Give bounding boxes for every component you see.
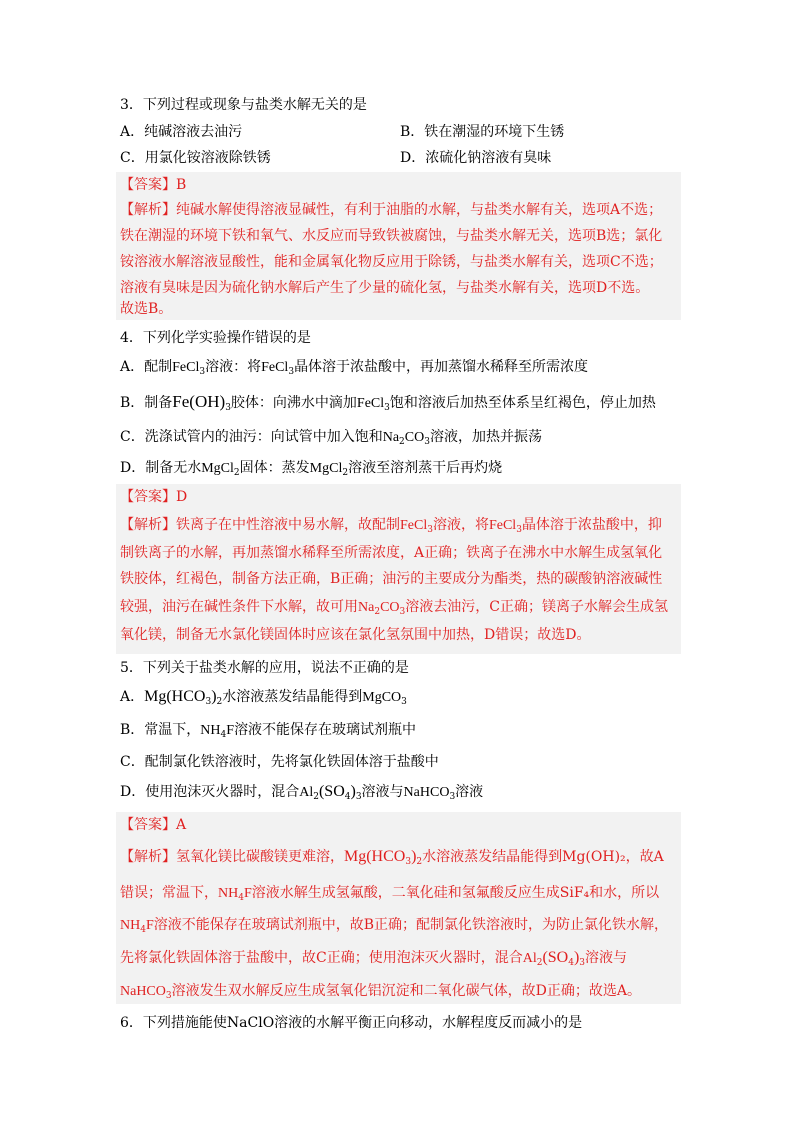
- q3-option-a: A．纯碱溶液去油污: [120, 124, 243, 140]
- question-3-stem: 3．下列过程或现象与盐类水解无关的是: [120, 97, 367, 113]
- q5-explain-line: 【解析】氢氧化镁比碳酸镁更难溶，$Mg(HCO_3)_2$水溶液蒸发结晶能得到Mg(OH)₂，故A: [120, 848, 664, 867]
- q3-explain-line: 铵溶液水解溶液显酸性，能和金属氧化物反应用于除锈，与盐类水解有关，选项C不选；: [120, 254, 663, 270]
- q5-answer-box: [116, 812, 681, 1004]
- q3-option-d: D．浓硫化钠溶液有臭味: [400, 150, 552, 166]
- q5-explain-line: 先将氯化铁固体溶于盐酸中，故C正确；使用泡沫灭火器时，混合$Al_2(SO_4)_3$溶液与: [120, 949, 628, 968]
- q3-explain-line: 故选B。: [120, 301, 173, 317]
- q3-answer-box: [116, 172, 681, 320]
- q5-explain-line: NaHCO$_3$溶液发生双水解反应生成氢氧化铝沉淀和二氧化碳气体，故D正确；故选A。: [120, 983, 641, 1001]
- q4-option-a: A．配制FeCl$_3$溶液：将FeCl$_3$晶体溶于浓盐酸中，再加蒸馏水稀释至所需浓度: [120, 359, 589, 377]
- question-5-stem: 5．下列关于盐类水解的应用，说法不正确的是: [120, 660, 409, 676]
- q4-answer-box: [116, 484, 681, 654]
- q4-answer: 【答案】D: [120, 489, 188, 505]
- q3-explain-line: 铁在潮湿的环境下铁和氧气、水反应而导致铁被腐蚀，与盐类水解无关，选项B选；氯化: [120, 228, 663, 244]
- q4-option-c: C．洗涤试管内的油污：向试管中加入饱和$Na_2CO_3$溶液，加热并振荡: [120, 429, 542, 447]
- q4-explain-line: 【解析】铁离子在中性溶液中易水解，故配制FeCl$_3$溶液，将FeCl$_3$晶体溶于浓盐酸中，抑: [120, 517, 662, 535]
- q5-option-b: B．常温下，$NH_4F$溶液不能保存在玻璃试剂瓶中: [120, 722, 417, 740]
- q5-option-a: A．$Mg(HCO_3)_2$水溶液蒸发结晶能得到MgCO$_3$: [120, 688, 407, 707]
- question-6-stem: 6．下列措施能使NaClO溶液的水解平衡正向移动，水解程度反而减小的是: [120, 1015, 583, 1031]
- q4-option-d: D．制备无水MgCl$_2$固体：蒸发MgCl$_2$溶液至溶剂蒸干后再灼烧: [120, 460, 503, 478]
- q4-explain-line: 铁胶体，红褐色，制备方法正确，B正确；油污的主要成分为酯类，热的碳酸钠溶液碱性: [120, 571, 663, 587]
- q4-explain-line: 氧化镁，制备无水氯化镁固体时应该在氯化氢氛围中加热，D错误；故选D。: [120, 627, 591, 643]
- q4-option-b: B．制备$Fe(OH)_3$胶体：向沸水中滴加FeCl$_3$饱和溶液后加热至体系呈红褐色，停止加热: [120, 392, 656, 413]
- q3-explain-line: 溶液有臭味是因为硫化钠水解后产生了少量的硫化氢，与盐类水解有关，选项D不选。: [120, 280, 650, 296]
- q5-answer: 【答案】A: [120, 817, 187, 833]
- q5-explain-line: 错误；常温下，$NH_4F$溶液水解生成氢氟酸，二氧化硅和氢氟酸反应生成SiF₄和水，所以: [120, 885, 660, 903]
- q4-explain-line: 制铁离子的水解，再加蒸馏水稀释至所需浓度，A正确；铁离子在沸水中水解生成氢氧化: [120, 545, 663, 561]
- q5-option-d: D．使用泡沫灭火器时，混合$Al_2(SO_4)_3$溶液与NaHCO$_3$溶液: [120, 783, 484, 802]
- q3-option-c: C．用氯化铵溶液除铁锈: [120, 150, 271, 166]
- question-4-stem: 4．下列化学实验操作错误的是: [120, 330, 311, 346]
- q3-explain-line: 【解析】纯碱水解使得溶液显碱性，有利于油脂的水解，与盐类水解有关，选项A不选；: [120, 202, 663, 218]
- q5-explain-line: $NH_4F$溶液不能保存在玻璃试剂瓶中，故B正确；配制氯化铁溶液时，为防止氯化铁水解，: [120, 917, 669, 935]
- q3-option-b: B．铁在潮湿的环境下生锈: [400, 124, 565, 140]
- q5-option-c: C．配制氯化铁溶液时，先将氯化铁固体溶于盐酸中: [120, 754, 439, 770]
- q3-answer: 【答案】B: [120, 177, 187, 193]
- q4-explain-line: 较强，油污在碱性条件下水解，故可用$Na_2CO_3$溶液去油污，C正确；镁离子水解会生成氢: [120, 599, 668, 617]
